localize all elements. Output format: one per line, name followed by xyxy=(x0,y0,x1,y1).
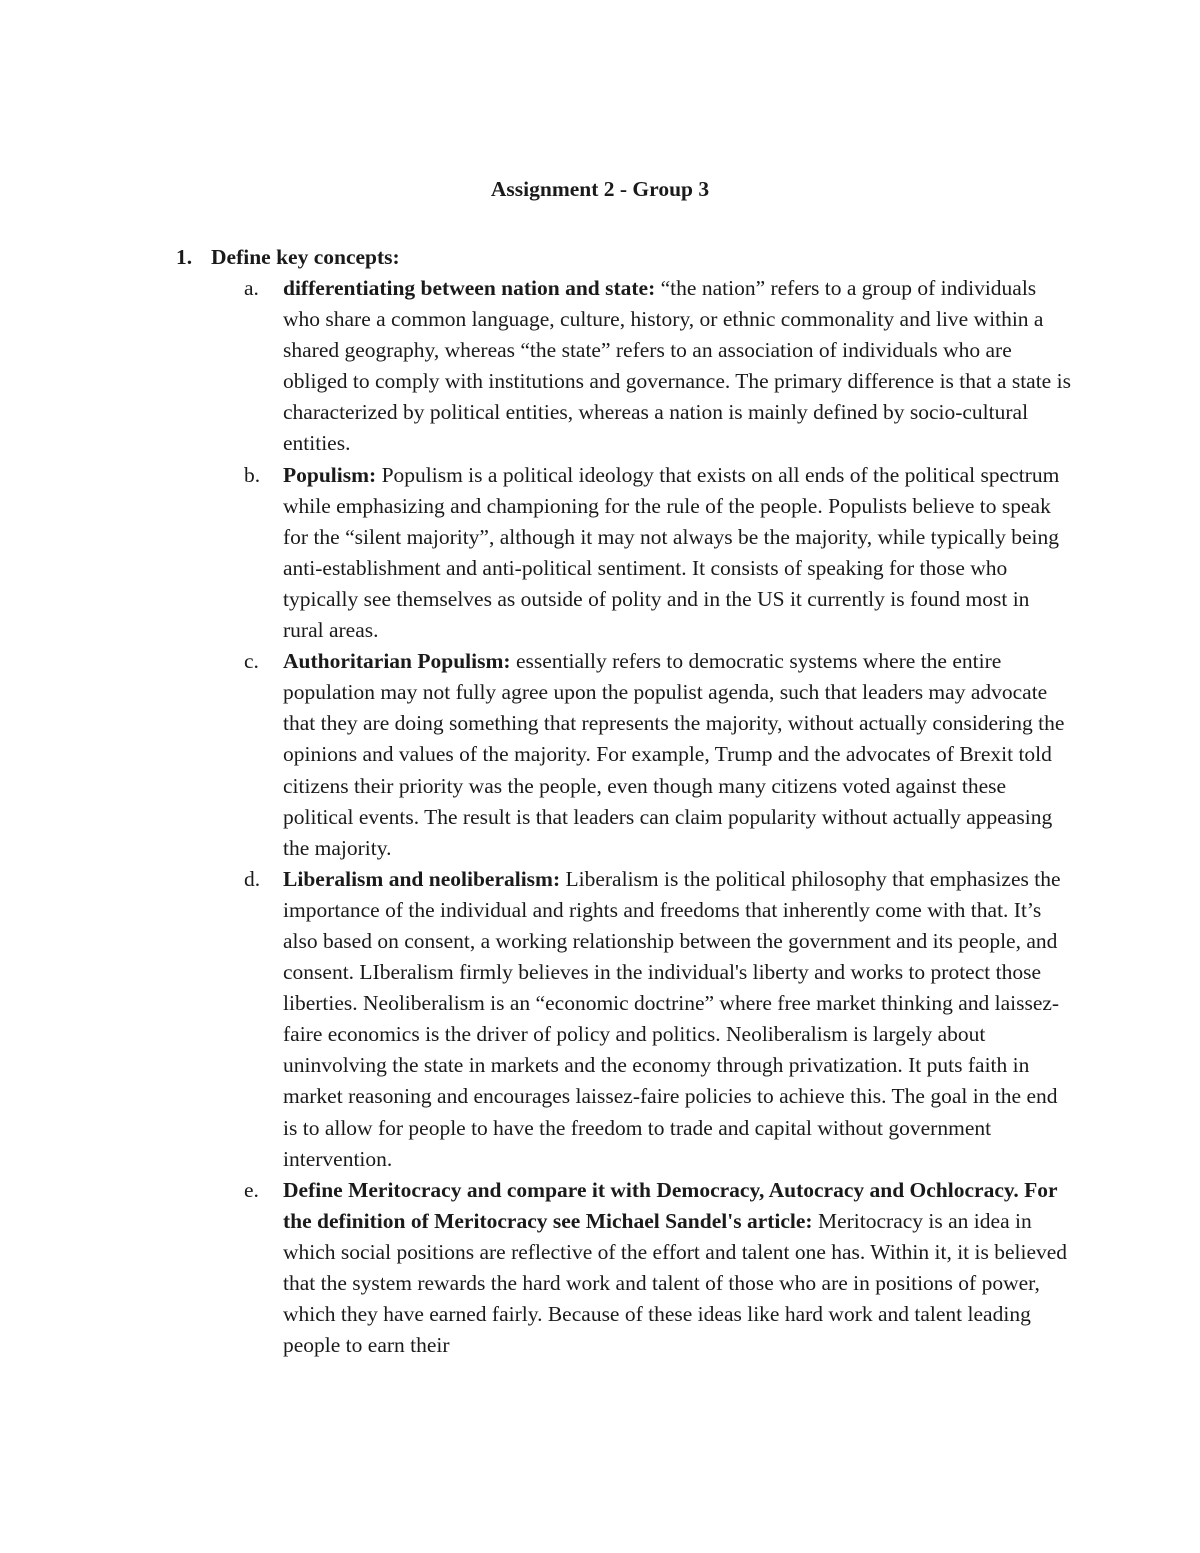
list-item-term: Authoritarian Populism: xyxy=(283,649,511,674)
list-item-term: Define Meritocracy and compare it with Democracy, Autocracy and Ochlocracy. For the definition of Meritocracy see Michael Sandel's article: xyxy=(283,1177,1058,1233)
definitions-list xyxy=(244,273,1074,1361)
document-title: Assignment 2 - Group 3 xyxy=(490,177,710,201)
list-item xyxy=(244,864,1074,1175)
list-item-text: “the nation” refers to a group of individuals who share a common language, culture, history, or ethnic commonality and live within a shared geography, whereas “the state” refers to an association of individuals who are obliged to comply with institutions and governance. The primary difference is that a state is characterized by political entities, whereas a nation is mainly defined by socio-cultural entities. xyxy=(283,276,1071,456)
list-item-marker: e. xyxy=(244,1177,259,1202)
list-item-term: Populism: xyxy=(283,462,377,487)
list-item-marker: d. xyxy=(244,866,261,891)
list-item-text: Meritocracy is an idea in which social positions are reflective of the effort and talent one has. Within it, it is believed that the system rewards the hard work and talent of those who are in positions of power, which they have earned fairly. Because of these ideas like hard work and talent leading people to earn their xyxy=(283,1208,1068,1358)
section-heading-text: Define key concepts: xyxy=(211,245,400,269)
list-item-text: essentially refers to democratic systems where the entire population may not fully agree upon the populist agenda, such that leaders may advocate that they are doing something that represents the majority, without actually considering the opinions and values of the majority. For example, Trump and the advocates of Brexit told citizens their priority was the people, even though many citizens voted against these political events. The result is that leaders can claim popularity without actually appeasing the majority. xyxy=(283,649,1065,860)
list-item-text: Populism is a political ideology that exists on all ends of the political spectrum while emphasizing and championing for the rule of the people. Populists believe to speak for the “silent majority”, although it may not always be the majority, while typically being anti-establishment and anti-political sentiment. It consists of speaking for those who typically see themselves as outside of polity and in the US it currently is found most in rural areas. xyxy=(283,462,1060,643)
list-item-marker: c. xyxy=(244,649,259,674)
list-item xyxy=(244,1175,1074,1362)
list-item-marker: b. xyxy=(244,462,261,487)
section-number: 1. xyxy=(176,245,193,269)
list-item-term: Liberalism and neoliberalism: xyxy=(283,866,561,891)
list-item xyxy=(244,460,1074,647)
list-item-term: differentiating between nation and state: xyxy=(283,276,656,300)
list-item-text: Liberalism is the political philosophy that emphasizes the importance of the individual and rights and freedoms that inherently come with that. It’s also based on consent, a working relationship between the government and its people, and consent. LIberalism firmly believes in the individual's liberty and works to protect those liberties. Neoliberalism is an “economic doctrine” where free market thinking and laissez-faire economics is the driver of policy and politics. Neoliberalism is largely about uninvolving the state in markets and the economy through privatization. It puts faith in market reasoning and encourages laissez-faire policies to achieve this. The goal in the end is to allow for people to have the freedom to trade and capital without government intervention. xyxy=(283,866,1061,1171)
list-item-marker: a. xyxy=(244,276,259,300)
section-heading xyxy=(176,242,400,273)
list-item xyxy=(244,273,1074,460)
list-item xyxy=(244,646,1074,864)
